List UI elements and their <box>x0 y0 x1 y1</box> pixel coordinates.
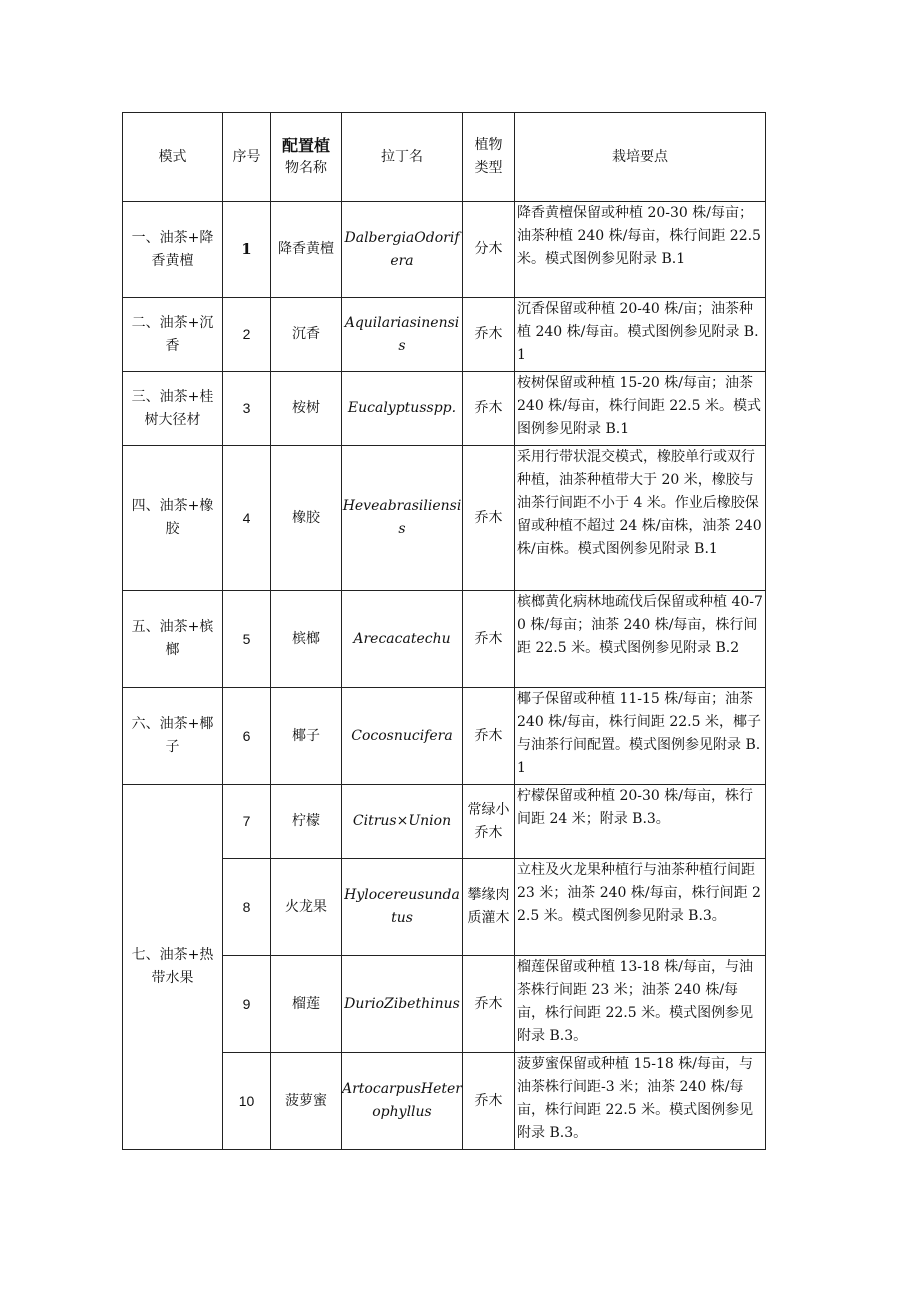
plant-type-cell: 常绿小乔木 <box>463 785 515 859</box>
plant-name-cell: 菠萝蜜 <box>271 1053 342 1150</box>
mode-cell: 一、油茶+降香黄檀 <box>123 202 223 298</box>
latin-name-cell: Heveabrasiliensis <box>342 446 463 591</box>
notes-cell: 槟榔黄化病林地疏伐后保留或种植 40-70 株/每亩；油茶 240 株/每亩，株行间距 22.5 米。模式图例参见附录 B.2 <box>515 591 766 688</box>
notes-cell: 桉树保留或种植 15-20 株/每亩；油茶 240 株/每亩，株行间距 22.5 米。模式图例参见附录 B.1 <box>515 372 766 446</box>
seq-cell: 9 <box>223 956 271 1053</box>
mode-cell: 三、油茶+桂树大径材 <box>123 372 223 446</box>
latin-name-cell: Eucalyptusspp. <box>342 372 463 446</box>
latin-name-cell: ArtocarpusHeterophyllus <box>342 1053 463 1150</box>
table-row <box>123 591 766 688</box>
table-row <box>123 446 766 591</box>
cultivation-table <box>122 112 766 1150</box>
notes-cell: 菠萝蜜保留或种植 15-18 株/每亩，与油茶株行间距-3 米；油茶 240 株/每亩，株行间距 22.5 米。模式图例参见附录 B.3。 <box>515 1053 766 1150</box>
seq-cell: 7 <box>223 785 271 859</box>
latin-name-cell: Cocosnucifera <box>342 688 463 785</box>
table-row <box>123 688 766 785</box>
table-row <box>123 202 766 298</box>
mode-cell: 四、油茶+橡胶 <box>123 446 223 591</box>
header-plant-name-line1: 配置植 <box>281 136 330 155</box>
header-notes: 栽培要点 <box>515 113 766 202</box>
seq-cell: 8 <box>223 859 271 956</box>
latin-name-cell: Citrus×Union <box>342 785 463 859</box>
seq-cell: 3 <box>223 372 271 446</box>
mode-cell: 六、油茶+椰子 <box>123 688 223 785</box>
table-row <box>123 785 766 859</box>
plant-type-cell: 乔木 <box>463 372 515 446</box>
header-latin: 拉丁名 <box>342 113 463 202</box>
latin-name-cell: Arecacatechu <box>342 591 463 688</box>
plant-name-cell: 橡胶 <box>271 446 342 591</box>
table-row <box>123 372 766 446</box>
plant-name-cell: 降香黄檀 <box>271 202 342 298</box>
plant-name-cell: 柠檬 <box>271 785 342 859</box>
latin-name-cell: Hylocereusundatus <box>342 859 463 956</box>
seq-cell: 1 <box>223 202 271 298</box>
notes-cell: 降香黄檀保留或种植 20-30 株/每亩；油茶种植 240 株/每亩，株行间距 22.5 米。模式图例参见附录 B.1 <box>515 202 766 298</box>
plant-name-cell: 桉树 <box>271 372 342 446</box>
notes-cell: 椰子保留或种植 11-15 株/每亩；油茶 240 株/每亩，株行间距 22.5 米，椰子与油茶行间配置。模式图例参见附录 B.1 <box>515 688 766 785</box>
mode-cell: 七、油茶+热带水果 <box>123 785 223 1150</box>
notes-cell: 榴莲保留或种植 13-18 株/每亩，与油茶株行间距 23 米；油茶 240 株/每亩，株行间距 22.5 米。模式图例参见附录 B.3。 <box>515 956 766 1053</box>
mode-cell: 五、油茶+槟榔 <box>123 591 223 688</box>
seq-cell: 6 <box>223 688 271 785</box>
plant-name-cell: 沉香 <box>271 298 342 372</box>
plant-type-cell: 乔木 <box>463 298 515 372</box>
seq-cell: 4 <box>223 446 271 591</box>
plant-type-cell: 乔木 <box>463 688 515 785</box>
header-plant-name-line2: 物名称 <box>285 160 327 176</box>
seq-cell: 5 <box>223 591 271 688</box>
plant-name-cell: 榴莲 <box>271 956 342 1053</box>
notes-cell: 采用行带状混交模式，橡胶单行或双行种植，油茶种植带大于 20 米，橡胶与油茶行间距不小于 4 米。作业后橡胶保留或种植不超过 24 株/亩株，油茶 240 株/亩株。模式图例参见附录 B.1 <box>515 446 766 591</box>
seq-cell: 10 <box>223 1053 271 1150</box>
header-mode: 模式 <box>123 113 223 202</box>
table-row <box>123 298 766 372</box>
plant-type-cell: 乔木 <box>463 956 515 1053</box>
plant-type-cell: 乔木 <box>463 591 515 688</box>
plant-name-cell: 椰子 <box>271 688 342 785</box>
header-row <box>123 113 766 202</box>
plant-name-cell: 槟榔 <box>271 591 342 688</box>
header-plant-name <box>271 113 342 202</box>
header-seq: 序号 <box>223 113 271 202</box>
notes-cell: 沉香保留或种植 20-40 株/亩；油茶种植 240 株/每亩。模式图例参见附录 B.1 <box>515 298 766 372</box>
notes-cell: 柠檬保留或种植 20-30 株/每亩，株行间距 24 米；附录 B.3。 <box>515 785 766 859</box>
mode-cell: 二、油茶+沉香 <box>123 298 223 372</box>
plant-name-cell: 火龙果 <box>271 859 342 956</box>
latin-name-cell: DurioZibethinus <box>342 956 463 1053</box>
header-plant-type: 植物类型 <box>463 113 515 202</box>
plant-type-cell: 乔木 <box>463 446 515 591</box>
latin-name-cell: DalbergiaOdorifera <box>342 202 463 298</box>
plant-type-cell: 分木 <box>463 202 515 298</box>
plant-type-cell: 乔木 <box>463 1053 515 1150</box>
plant-type-cell: 攀缘肉质灌木 <box>463 859 515 956</box>
seq-cell: 2 <box>223 298 271 372</box>
latin-name-cell: Aquilariasinensis <box>342 298 463 372</box>
notes-cell: 立柱及火龙果种植行与油茶种植行间距 23 米；油茶 240 株/每亩，株行间距 22.5 米。模式图例参见附录 B.3。 <box>515 859 766 956</box>
